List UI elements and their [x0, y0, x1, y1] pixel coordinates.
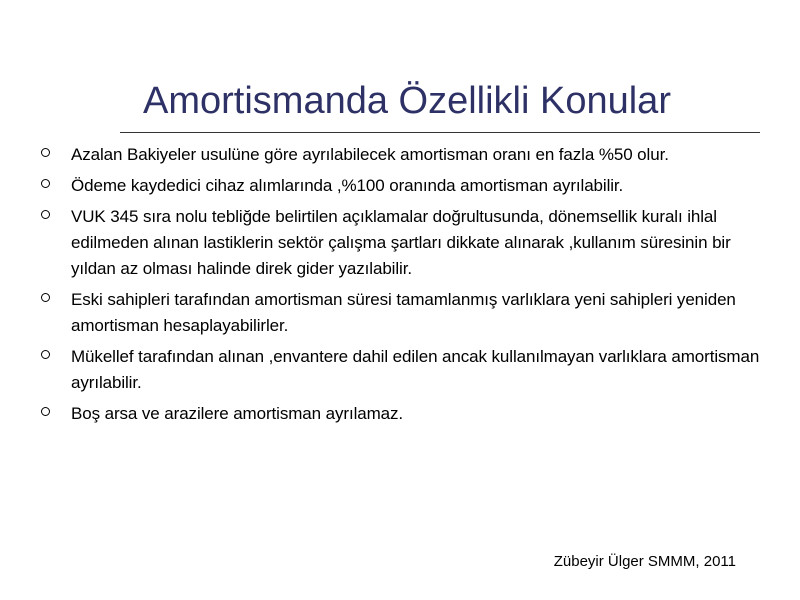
- bullet-item: [40, 401, 760, 427]
- bullet-item: [40, 344, 760, 396]
- bullet-text: Mükellef tarafından alınan ,envantere dahil edilen ancak kullanılmayan varlıklara amortisman ayrılabilir.: [71, 347, 760, 392]
- circle-bullet-icon: [41, 407, 50, 416]
- bullet-list: [40, 142, 760, 432]
- circle-bullet-icon: [41, 179, 50, 188]
- bullet-text: VUK 345 sıra nolu tebliğde belirtilen açıklamalar doğrultusunda, dönemsellik kuralı ihlal edilmeden alınan lastiklerin sektör çalışma şartları dikkate alınarak ,kullanım süresinin bir yıldan az olması halinde direk gider yazılabilir.: [71, 207, 731, 278]
- circle-bullet-icon: [41, 293, 50, 302]
- circle-bullet-icon: [41, 210, 50, 219]
- bullet-item: [40, 287, 760, 339]
- bullet-item: [40, 204, 760, 282]
- bullet-text: Boş arsa ve arazilere amortisman ayrılamaz.: [71, 404, 404, 423]
- slide-title: Amortismanda Özellikli Konular: [143, 80, 671, 122]
- title-divider: [120, 132, 760, 133]
- bullet-item: [40, 142, 760, 168]
- bullet-text: Azalan Bakiyeler usulüne göre ayrılabilecek amortisman oranı en fazla %50 olur.: [71, 145, 669, 164]
- bullet-text: Eski sahipleri tarafından amortisman süresi tamamlanmış varlıklara yeni sahipleri yeniden amortisman hesaplayabilirler.: [71, 290, 736, 335]
- bullet-item: [40, 173, 760, 199]
- bullet-text: Ödeme kaydedici cihaz alımlarında ,%100 oranında amortisman ayrılabilir.: [71, 176, 624, 195]
- slide-footer: Zübeyir Ülger SMMM, 2011: [553, 553, 736, 570]
- circle-bullet-icon: [41, 148, 50, 157]
- circle-bullet-icon: [41, 350, 50, 359]
